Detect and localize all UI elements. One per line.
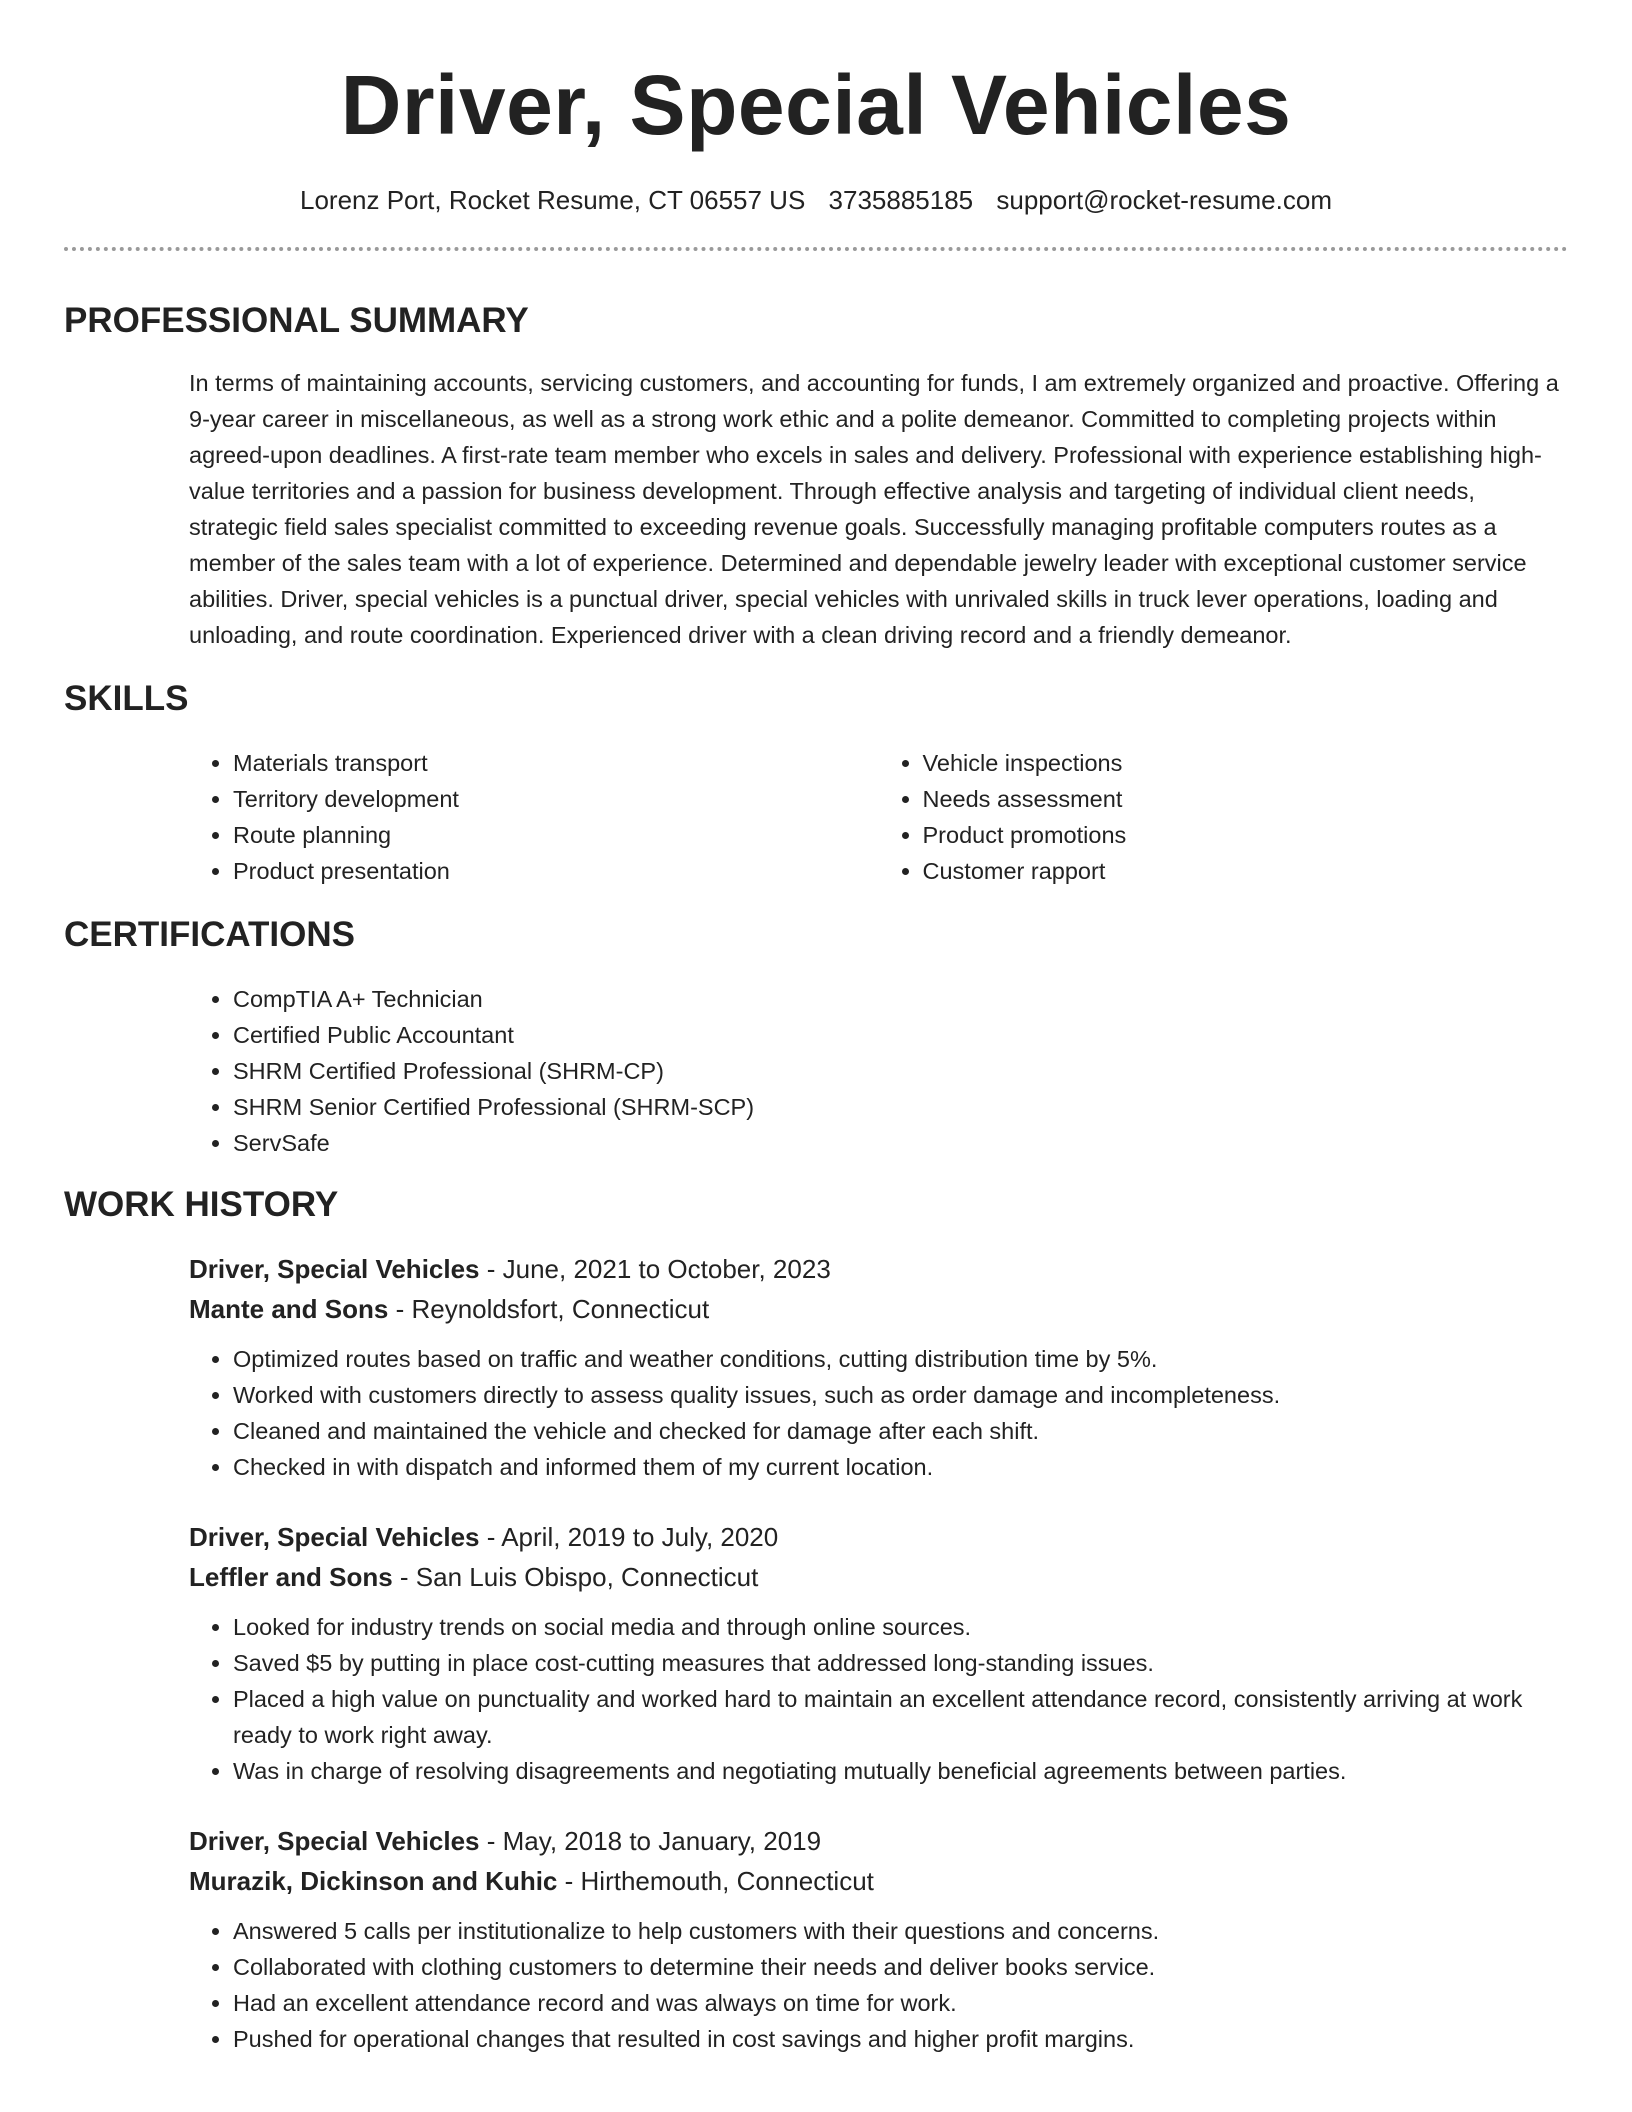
job-entry-1 (189, 1249, 1568, 1485)
list-item: • SHRM Certified Professional (SHRM-CP) (233, 1053, 1568, 1089)
list-item: • SHRM Senior Certified Professional (SHRM-SCP) (233, 1089, 1568, 1125)
list-item: • Checked in with dispatch and informed them of my current location. (233, 1449, 1568, 1485)
list-item: • Had an excellent attendance record and was always on time for work. (233, 1985, 1568, 2021)
job-role: Driver, Special Vehicles (189, 1826, 480, 1856)
job-company: Mante and Sons (189, 1294, 389, 1324)
list-item: • Cleaned and maintained the vehicle and checked for damage after each shift. (233, 1413, 1568, 1449)
contact-line (64, 183, 1568, 217)
job-company-line (189, 1557, 1568, 1597)
job-bullets (189, 1341, 1568, 1485)
job-location: - Reynoldsfort, Connecticut (388, 1294, 710, 1324)
job-role: Driver, Special Vehicles (189, 1254, 480, 1284)
job-bullets (189, 1913, 1568, 2057)
candidate-name: Driver, Special Vehicles (340, 58, 1292, 152)
certifications-items (189, 981, 1568, 1161)
job-dates: - April, 2019 to July, 2020 (479, 1522, 779, 1552)
list-item: • Pushed for operational changes that resulted in cost savings and higher profit margins. (233, 2021, 1568, 2057)
job-company-line (189, 1861, 1568, 1901)
list-item: • Was in charge of resolving disagreements and negotiating mutually beneficial agreements between parties. (233, 1753, 1568, 1789)
skills-column-right (879, 745, 1569, 889)
list-item: • Optimized routes based on traffic and weather conditions, cutting distribution time by 5%. (233, 1341, 1568, 1377)
job-entry-3 (189, 1821, 1568, 2057)
job-title-line (189, 1249, 1568, 1289)
skills-column-left (189, 745, 879, 889)
job-dates: - June, 2021 to October, 2023 (479, 1254, 831, 1284)
list-item: • Needs assessment (923, 781, 1569, 817)
list-item: • ServSafe (233, 1125, 1568, 1161)
certifications-list (189, 981, 1568, 1161)
list-item: • Collaborated with clothing customers to determine their needs and deliver books service. (233, 1949, 1568, 1985)
list-item: • Worked with customers directly to assess quality issues, such as order damage and incompleteness. (233, 1377, 1568, 1413)
list-item: • CompTIA A+ Technician (233, 981, 1568, 1017)
list-item: • Territory development (233, 781, 879, 817)
job-bullets (189, 1609, 1568, 1789)
job-dates: - May, 2018 to January, 2019 (479, 1826, 822, 1856)
list-item: • Route planning (233, 817, 879, 853)
list-item: • Answered 5 calls per institutionalize to help customers with their questions and concerns. (233, 1913, 1568, 1949)
contact-address: Lorenz Port, Rocket Resume, CT 06557 US (299, 185, 806, 215)
job-company: Murazik, Dickinson and Kuhic (189, 1866, 558, 1896)
job-role: Driver, Special Vehicles (189, 1522, 480, 1552)
skills-list (189, 745, 1568, 889)
contact-phone: 3735885185 (828, 185, 974, 215)
list-item: • Looked for industry trends on social media and through online sources. (233, 1609, 1568, 1645)
header-divider (64, 247, 1568, 251)
job-company: Leffler and Sons (189, 1562, 393, 1592)
job-company-line (189, 1289, 1568, 1329)
job-location: - San Luis Obispo, Connecticut (392, 1562, 759, 1592)
job-entry-2 (189, 1517, 1568, 1789)
contact-email: support@rocket-resume.com (996, 185, 1332, 215)
job-title-line (189, 1517, 1568, 1557)
resume-page (64, 0, 1568, 2057)
list-item: • Product promotions (923, 817, 1569, 853)
certifications-heading: CERTIFICATIONS (64, 915, 356, 954)
list-item: • Customer rapport (923, 853, 1569, 889)
summary-text: In terms of maintaining accounts, servicing customers, and accounting for funds, I am extremely organized and proactive. Offering a 9-year career in miscellaneous, as well as a strong work ethic and a polite demeanor. Committed to completing projects within agreed-upon deadlines. A first-rate team member who excels in sales and delivery. Professional with experience establishing high-value territories and a passion for business development. Through effective analysis and targeting of individual client needs, strategic field sales specialist committed to exceeding revenue goals. Successfully managing profitable computers routes as a member of the sales team with a lot of experience. Determined and dependable jewelry leader with exceptional customer service abilities. Driver, special vehicles is a punctual driver, special vehicles with unrivaled skills in truck lever operations, loading and unloading, and route coordination. Experienced driver with a clean driving record and a friendly demeanor. (189, 370, 1559, 648)
summary-heading: PROFESSIONAL SUMMARY (64, 301, 529, 340)
job-location: - Hirthemouth, Connecticut (557, 1866, 874, 1896)
list-item: • Saved $5 by putting in place cost-cutting measures that addressed long-standing issues. (233, 1645, 1568, 1681)
work-history-heading: WORK HISTORY (64, 1185, 339, 1224)
job-title-line (189, 1821, 1568, 1861)
list-item: • Placed a high value on punctuality and worked hard to maintain an excellent attendance record, consistently arriving at work ready to work right away. (233, 1681, 1568, 1753)
list-item: • Certified Public Accountant (233, 1017, 1568, 1053)
list-item: • Materials transport (233, 745, 879, 781)
skills-heading: SKILLS (64, 679, 189, 718)
list-item: • Vehicle inspections (923, 745, 1569, 781)
list-item: • Product presentation (233, 853, 879, 889)
